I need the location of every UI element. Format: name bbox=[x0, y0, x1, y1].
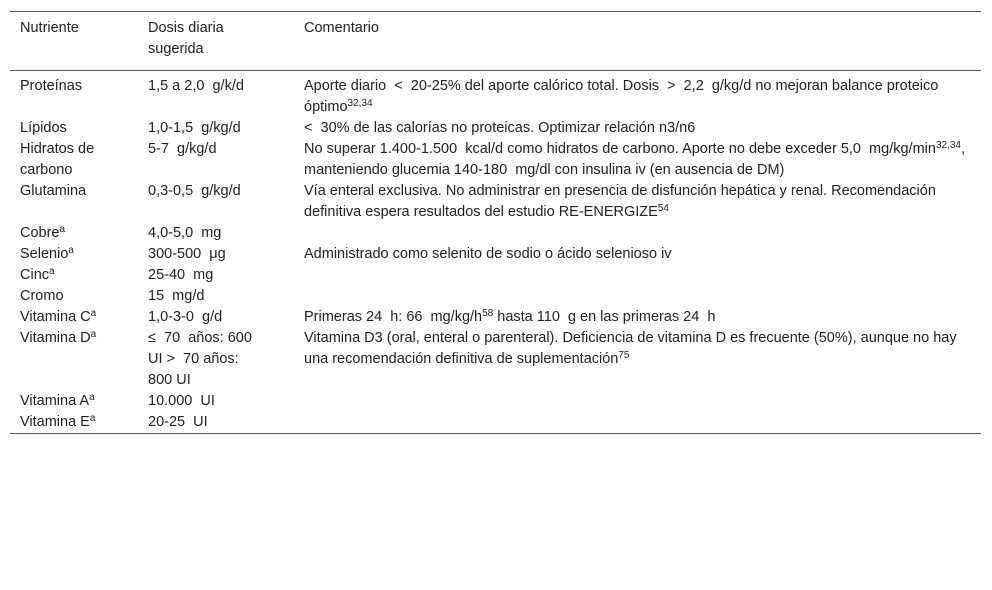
dose-value: 4,0-5,0 mg bbox=[148, 225, 222, 241]
cell-comment bbox=[294, 412, 981, 434]
cell-dose bbox=[138, 328, 294, 391]
cell-comment bbox=[294, 139, 981, 181]
cell-dose bbox=[138, 307, 294, 328]
nutrient-name: Vitamina $A^a$ bbox=[20, 392, 95, 409]
dose-value: 1,5 a 2,0 g/k/d bbox=[148, 78, 244, 94]
nutrient-name: Vitamina $C^a$ bbox=[20, 308, 97, 325]
table-row bbox=[10, 307, 981, 328]
comment-text-continued: hasta 110 g en las primeras 24 h bbox=[493, 309, 716, 325]
table-row bbox=[10, 265, 981, 286]
dose-value: 1,0-1,5 g/kg/d bbox=[148, 120, 241, 136]
table-header-row bbox=[10, 12, 981, 71]
table-row bbox=[10, 223, 981, 244]
cell-nutrient bbox=[10, 223, 138, 244]
nutrient-table bbox=[10, 11, 981, 434]
dose-value: 5-7 g/kg/d bbox=[148, 141, 217, 157]
cell-dose bbox=[138, 244, 294, 265]
comment-text: Vitamina D3 (oral, enteral o parenteral). Deficiencia de vitamina D es frecuente (50%), aunque no hay una recomendación definitiva de suplementación bbox=[304, 330, 961, 367]
comment-reference: 54 bbox=[657, 203, 669, 214]
dose-value: 1,0-3-0 g/d bbox=[148, 309, 223, 325]
comment-text: < 30% de las calorías no proteicas. Optimizar relación n3/n6 bbox=[304, 120, 696, 136]
comment-reference: 32,34 bbox=[935, 140, 961, 151]
nutrient-name: Vitamina $E^a$ bbox=[20, 413, 96, 430]
table-row bbox=[10, 139, 981, 181]
table-row bbox=[10, 286, 981, 307]
nutrient-footnote-mark: a bbox=[49, 266, 55, 277]
cell-comment bbox=[294, 71, 981, 119]
nutrient-footnote-mark: a bbox=[89, 413, 96, 424]
nutrient-name: Hidratos de carbono bbox=[20, 141, 95, 178]
cell-comment bbox=[294, 244, 981, 265]
cell-dose bbox=[138, 412, 294, 434]
cell-dose bbox=[138, 223, 294, 244]
nutrient-name: Lípidos bbox=[20, 120, 67, 136]
cell-nutrient bbox=[10, 328, 138, 391]
cell-comment bbox=[294, 223, 981, 244]
header-nutrient: Nutriente bbox=[20, 20, 79, 36]
cell-comment bbox=[294, 181, 981, 223]
nutrient-name: Vitamina $D^a$ bbox=[20, 329, 97, 346]
cell-comment bbox=[294, 286, 981, 307]
cell-dose bbox=[138, 71, 294, 119]
comment-reference: 58 bbox=[482, 308, 494, 319]
header-dose: Dosis diaria sugerida bbox=[148, 20, 224, 57]
cell-comment bbox=[294, 391, 981, 412]
nutrient-table-container bbox=[10, 11, 981, 434]
cell-nutrient bbox=[10, 412, 138, 434]
cell-nutrient bbox=[10, 181, 138, 223]
cell-nutrient bbox=[10, 139, 138, 181]
cell-dose bbox=[138, 118, 294, 139]
comment-text: No superar 1.400-1.500 kcal/d como hidratos de carbono. Aporte no debe exceder 5,0 mg/kg/min bbox=[304, 141, 936, 157]
cell-nutrient bbox=[10, 118, 138, 139]
comment-text-continued: , manteniendo glucemia 140-180 mg/dl con insulina iv (en ausencia de DM) bbox=[304, 141, 970, 178]
cell-dose bbox=[138, 265, 294, 286]
dose-value: ≤ 70 años: 600 UI > 70 años: 800 UI bbox=[148, 330, 260, 388]
nutrient-footnote-mark: a bbox=[90, 329, 97, 340]
cell-dose bbox=[138, 181, 294, 223]
nutrient-name: Cinc$^a$ bbox=[20, 266, 55, 283]
table-row bbox=[10, 181, 981, 223]
table-row bbox=[10, 71, 981, 119]
header-comment: Comentario bbox=[304, 20, 379, 36]
comment-text: Aporte diario < 20-25% del aporte calórico total. Dosis > 2,2 g/kg/d no mejoran balance proteico óptimo bbox=[304, 78, 943, 115]
dose-value: 20-25 UI bbox=[148, 414, 208, 430]
nutrient-name: Proteínas bbox=[20, 78, 83, 94]
cell-nutrient bbox=[10, 307, 138, 328]
comment-text: Administrado como selenito de sodio o ácido selenioso iv bbox=[304, 246, 672, 262]
comment-text: Primeras 24 h: 66 mg/kg/h bbox=[304, 309, 483, 325]
table-row bbox=[10, 328, 981, 391]
nutrient-footnote-mark: a bbox=[90, 308, 97, 319]
table-row bbox=[10, 118, 981, 139]
dose-value: 10.000 UI bbox=[148, 393, 215, 409]
dose-value: 300-500 μg bbox=[148, 246, 226, 262]
comment-reference: 75 bbox=[618, 350, 630, 361]
table-row bbox=[10, 391, 981, 412]
cell-nutrient bbox=[10, 71, 138, 119]
cell-comment bbox=[294, 118, 981, 139]
dose-value: 0,3-0,5 g/kg/d bbox=[148, 183, 241, 199]
cell-nutrient bbox=[10, 265, 138, 286]
cell-dose bbox=[138, 286, 294, 307]
table-row bbox=[10, 412, 981, 434]
nutrient-name: Selenio$^a$ bbox=[20, 245, 74, 262]
nutrient-footnote-mark: a bbox=[59, 224, 66, 235]
dose-value: 25-40 mg bbox=[148, 267, 214, 283]
comment-reference: 32,34 bbox=[347, 98, 373, 109]
nutrient-name: Glutamina bbox=[20, 183, 87, 199]
nutrient-name: Cromo bbox=[20, 288, 64, 304]
nutrient-footnote-mark: a bbox=[68, 245, 74, 256]
comment-text: Vía enteral exclusiva. No administrar en presencia de disfunción hepática y renal. Recomendación definitiva espera resultados del estudio RE-ENERGIZE bbox=[304, 183, 940, 220]
cell-comment bbox=[294, 307, 981, 328]
cell-dose bbox=[138, 139, 294, 181]
nutrient-name: Cobre$^a$ bbox=[20, 224, 66, 241]
cell-nutrient bbox=[10, 286, 138, 307]
dose-value: 15 mg/d bbox=[148, 288, 205, 304]
cell-dose bbox=[138, 391, 294, 412]
cell-nutrient bbox=[10, 244, 138, 265]
cell-comment bbox=[294, 328, 981, 391]
cell-comment bbox=[294, 265, 981, 286]
table-row bbox=[10, 244, 981, 265]
nutrient-footnote-mark: a bbox=[89, 392, 95, 403]
cell-nutrient bbox=[10, 391, 138, 412]
